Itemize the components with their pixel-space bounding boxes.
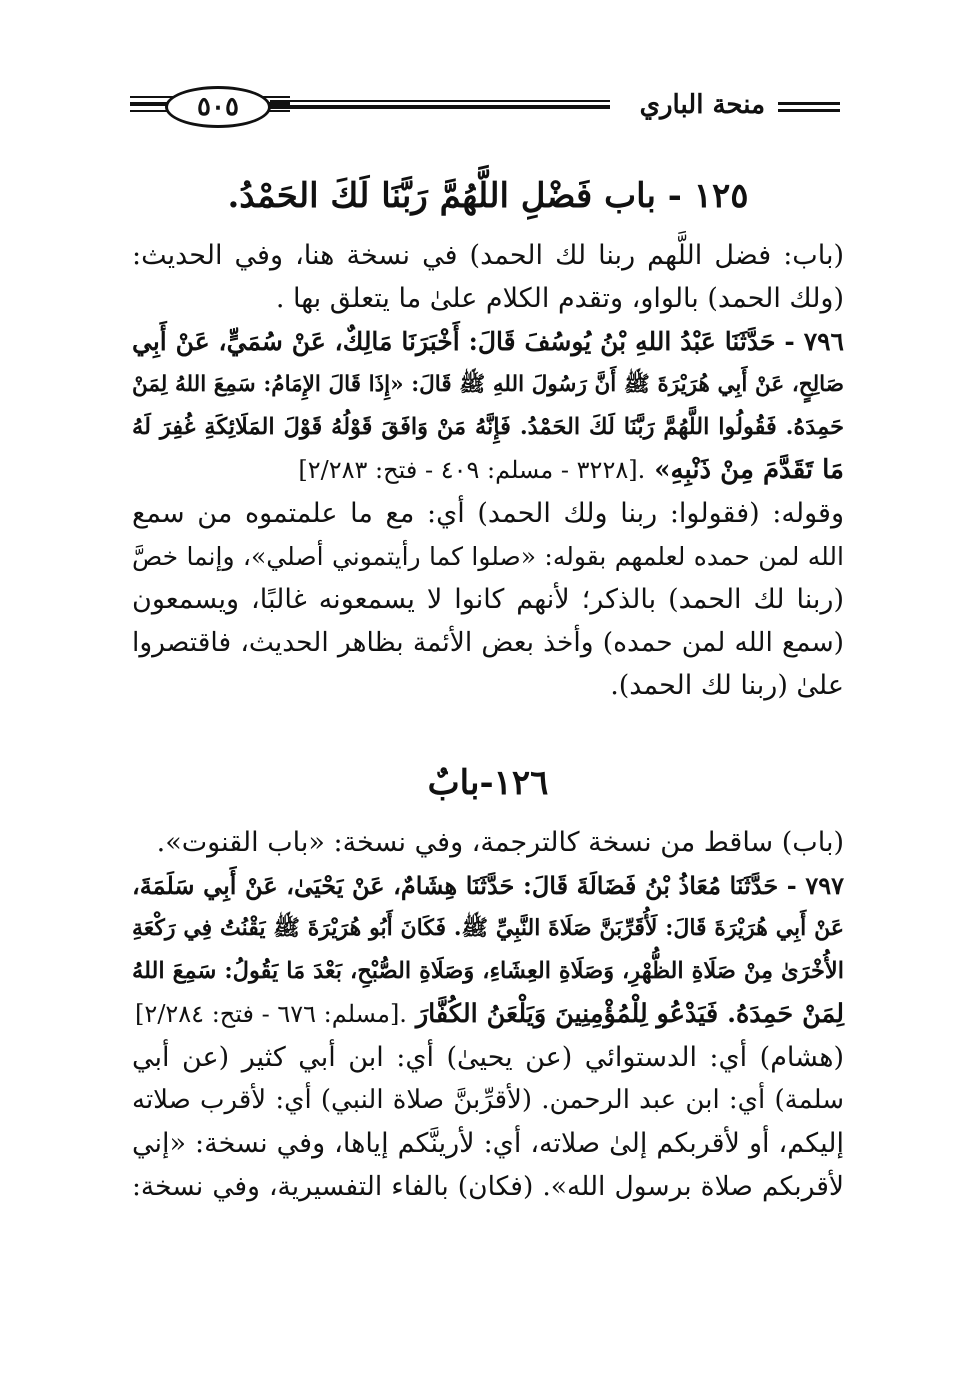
text-line: (باب: فضل اللَّهم ربنا لك الحمد) في نسخة هنا، وفي الحديث: (132, 240, 844, 271)
section-126-intro (132, 821, 844, 864)
hadith-line-with-reference (132, 449, 844, 492)
hadith-796 (132, 320, 844, 492)
text-line: (ربنا لك الحمد) بالذكر؛ لأنهم كانوا لا يسمعونه غالبًا، ويسمعون (132, 584, 844, 615)
section-126-commentary (132, 1036, 844, 1208)
page-number: ٥٠٥ (165, 86, 271, 128)
hadith-797 (132, 864, 844, 1036)
hadith-text: مَا تَقَدَّمَ مِنْ ذَنْبِهِ» (654, 455, 844, 485)
header-rule-middle (270, 100, 610, 110)
text-line: سلمة) أي: ابن عبد الرحمن. (لأقرِّبنَّ صلاة النبي) أي: لأقرب صلاته (132, 1085, 844, 1115)
text-line: لأقربكم صلاة برسول الله». (فكان) بالفاء التفسيرية، وفي نسخة: (132, 1171, 844, 1202)
hadith-line: صَالِحٍ، عَنْ أَبِي هُرَيْرَةَ ﷺ أَنَّ رَسُولَ اللهِ ﷺ قَالَ: «إِذَا قَالَ الإِمَامُ: سَمِعَ اللهُ لِمَنْ (132, 372, 844, 397)
page-header (120, 78, 850, 138)
chapter-heading-125: ١٢٥ - باب فَضْلِ اللَّهُمَّ رَبَّنَا لَكَ الحَمْدُ. (227, 176, 749, 216)
hadith-line: عَنْ أَبِي هُرَيْرَةَ قَالَ: لَأُقَرِّبَنَّ صَلَاةَ النَّبِيِّ ﷺ. فَكَانَ أَبُو هُرَيْرَةَ ﷺ يَقْنُتُ فِي رَكْعَةِ (132, 915, 844, 941)
hadith-line: حَمِدَهُ. فَقُولُوا اللَّهُمَّ رَبَّنَا لَكَ الحَمْدُ. فَإِنَّهُ مَنْ وَافَقَ قَوْلُهُ قَوْلَ المَلَائِكَةِ غُفِرَ لَهُ (132, 414, 844, 440)
section-125-commentary (132, 492, 844, 707)
hadith-line: ٧٩٦ - حَدَّثَنَا عَبْدُ اللهِ بْنُ يُوسُفَ قَالَ: أَخْبَرَنَا مَالِكٌ، عَنْ سُمَيٍّ، عَنْ أَبِي (132, 327, 844, 356)
text-line: الله لمن حمده لعلمهم بقوله: «صلوا كما رأيتموني أصلي»، وإنما خصَّ (132, 542, 844, 571)
hadith-line: الأُخْرَىٰ مِنْ صَلَاةِ الظُّهْرِ، وَصَلَاةِ العِشَاءِ، وَصَلَاةِ الصُّبْحِ، بَعْدَ مَا يَقُولُ: سَمِعَ اللهُ (132, 958, 844, 984)
hadith-reference: .[٣٢٢٨ - مسلم: ٤٠٩ - فتح: ٢/٢٨٣] (298, 456, 646, 484)
hadith-line-with-reference (132, 993, 844, 1036)
header-rule-right (778, 102, 840, 116)
text-line: إليكم، أو لأقربكم إلىٰ صلاته، أي: لأرينَّكم إياها، وفي نسخة: «إني (132, 1128, 844, 1159)
text-line: (سمع الله لمن حمده) وأخذ بعض الأئمة بظاهر الحديث، فاقتصروا (132, 627, 844, 658)
chapter-heading-126: ١٢٦-بابٌ (427, 763, 549, 803)
text-line: (هشام) أي: الدستوائي (عن يحيىٰ) أي: ابن أبي كثير (عن أبي (132, 1042, 844, 1073)
text-line: علىٰ (ربنا لك الحمد). (610, 670, 844, 701)
hadith-reference: .[مسلم: ٦٧٦ - فتح: ٢/٢٨٤] (135, 1000, 407, 1028)
text-line: وقوله: (فقولوا: ربنا ولك الحمد) أي: مع ما علمتموه من سمع (132, 498, 844, 529)
page-content (132, 160, 844, 1208)
section-125-intro (132, 234, 844, 320)
text-line: (ولك الحمد) بالواو، وتقدم الكلام علىٰ ما يتعلق بها . (275, 283, 844, 314)
text-line: (باب) ساقط من نسخة كالترجمة، وفي نسخة: «باب القنوت». (156, 827, 844, 858)
hadith-line: ٧٩٧ - حَدَّثَنَا مُعَاذُ بْنُ فَضَالَةَ قَالَ: حَدَّثَنَا هِشَامٌ، عَنْ يَحْيَىٰ، عَنْ أَبِي سَلَمَةَ، (132, 871, 844, 900)
book-title: منحة الباري (639, 90, 765, 120)
hadith-text: لِمَنْ حَمِدَهُ. فَيَدْعُو لِلْمُؤْمِنِينَ وَيَلْعَنُ الكُفَّارَ (415, 999, 844, 1029)
